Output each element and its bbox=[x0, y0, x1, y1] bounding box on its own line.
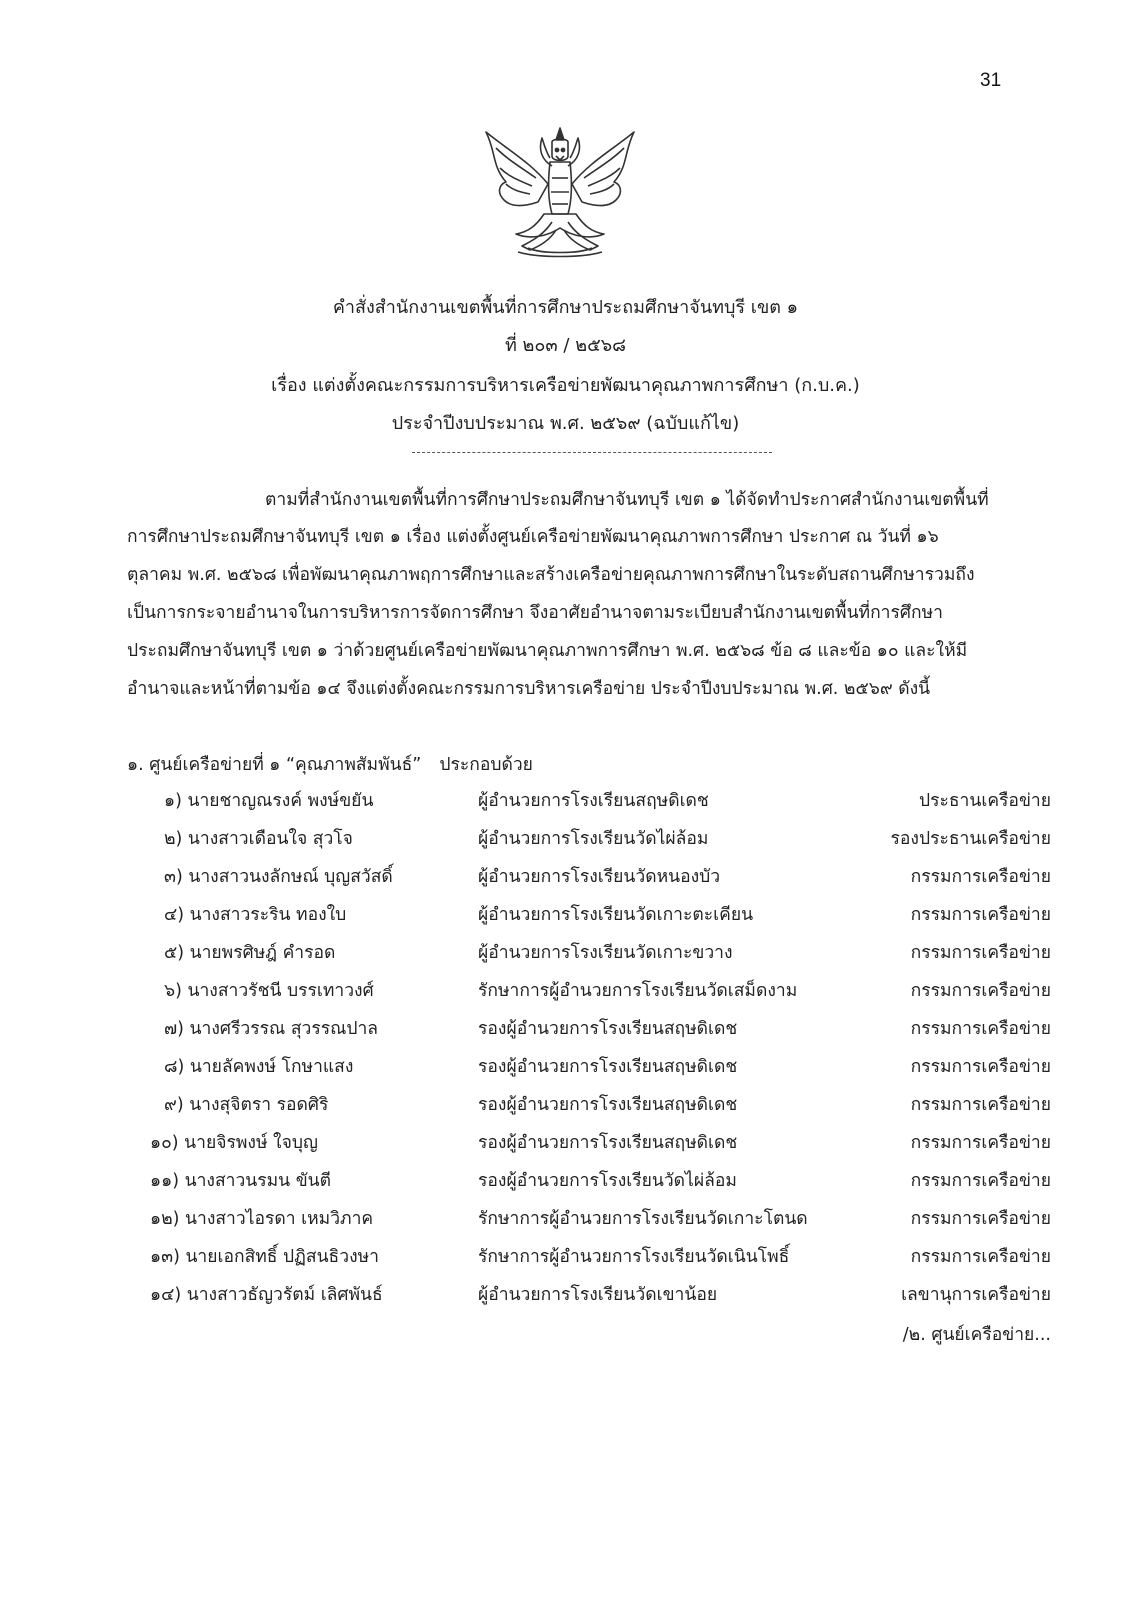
list-item bbox=[0, 900, 1131, 938]
member-role: กรรมการเครือข่าย bbox=[910, 1247, 1051, 1267]
member-role: กรรมการเครือข่าย bbox=[910, 1095, 1051, 1115]
member-role: กรรมการเครือข่าย bbox=[910, 943, 1051, 963]
member-name: ๗) นางศรีวรรณ สุวรรณปาล bbox=[164, 1019, 379, 1039]
order-title: คำสั่งสำนักงานเขตพื้นที่การศึกษาประถมศึกษาจันทบุรี เขต ๑ bbox=[332, 297, 799, 318]
member-name: ๕) นายพรศิษฎ์ คำรอด bbox=[164, 943, 336, 963]
member-role: กรรมการเครือข่าย bbox=[910, 905, 1051, 925]
list-item bbox=[0, 1128, 1131, 1166]
list-item bbox=[0, 786, 1131, 824]
member-name: ๙) นางสุจิตรา รอดศิริ bbox=[164, 1095, 329, 1115]
member-role: รองประธานเครือข่าย bbox=[890, 829, 1051, 849]
header-divider bbox=[412, 452, 772, 453]
list-item bbox=[0, 1242, 1131, 1280]
member-role: กรรมการเครือข่าย bbox=[910, 867, 1051, 887]
body-line-2: การศึกษาประถมศึกษาจันทบุรี เขต ๑ เรื่อง แต่งตั้งศูนย์เครือข่ายพัฒนาคุณภาพการศึกษา ประกาศ ณ วันที่ ๑๖ bbox=[127, 527, 939, 547]
member-name: ๑) นายชาญณรงค์ พงษ์ขยัน bbox=[164, 791, 374, 811]
member-name: ๓) นางสาวนงลักษณ์ บุญสวัสดิ์ bbox=[164, 867, 393, 887]
order-fiscal-year: ประจำปีงบประมาณ พ.ศ. ๒๕๖๙ (ฉบับแก้ไข) bbox=[391, 413, 740, 434]
member-name: ๒) นางสาวเดือนใจ สุวโจ bbox=[164, 829, 353, 849]
member-position: ผู้อำนวยการโรงเรียนวัดเกาะขวาง bbox=[478, 943, 733, 963]
member-role: กรรมการเครือข่าย bbox=[910, 1171, 1051, 1191]
member-role: กรรมการเครือข่าย bbox=[910, 1209, 1051, 1229]
member-position: ผู้อำนวยการโรงเรียนวัดหนองบัว bbox=[478, 867, 721, 887]
member-role: กรรมการเครือข่าย bbox=[910, 1019, 1051, 1039]
member-role: กรรมการเครือข่าย bbox=[910, 1133, 1051, 1153]
list-item bbox=[0, 1014, 1131, 1052]
member-name: ๔) นางสาวระริน ทองใบ bbox=[164, 905, 347, 925]
member-position: ผู้อำนวยการโรงเรียนสฤษดิเดช bbox=[478, 791, 709, 811]
page-number: 31 bbox=[980, 70, 1002, 91]
list-item bbox=[0, 862, 1131, 900]
member-position: ผู้อำนวยการโรงเรียนวัดเกาะตะเคียน bbox=[478, 905, 754, 925]
member-role: กรรมการเครือข่าย bbox=[910, 981, 1051, 1001]
list-item bbox=[0, 1204, 1131, 1242]
member-name: ๖) นางสาวรัชนี บรรเทาวงศ์ bbox=[164, 981, 374, 1001]
body-line-5: ประถมศึกษาจันทบุรี เขต ๑ ว่าด้วยศูนย์เครือข่ายพัฒนาคุณภาพการศึกษา พ.ศ. ๒๕๖๘ ข้อ ๘ และข้อ ๑๐ และให้มี bbox=[127, 641, 968, 661]
garuda-emblem-icon bbox=[478, 122, 642, 262]
list-item bbox=[0, 1280, 1131, 1318]
member-position: ผู้อำนวยการโรงเรียนวัดไผ่ล้อม bbox=[478, 829, 709, 849]
member-role: ประธานเครือข่าย bbox=[918, 791, 1051, 811]
list-item bbox=[0, 1090, 1131, 1128]
member-position: รักษาการผู้อำนวยการโรงเรียนวัดเสม็ดงาม bbox=[478, 981, 798, 1001]
member-role: กรรมการเครือข่าย bbox=[910, 1057, 1051, 1077]
list-item bbox=[0, 976, 1131, 1014]
member-name: ๑๒) นางสาวไอรดา เหมวิภาค bbox=[150, 1209, 374, 1229]
member-name: ๑๑) นางสาวนรมน ขันตี bbox=[150, 1171, 331, 1191]
list-item bbox=[0, 1166, 1131, 1204]
member-name: ๑๓) นายเอกสิทธิ์ ปฏิสนธิวงษา bbox=[150, 1247, 379, 1267]
member-role: เลขานุการเครือข่าย bbox=[901, 1285, 1051, 1305]
body-line-6: อำนาจและหน้าที่ตามข้อ ๑๔ จึงแต่งตั้งคณะกรรมการบริหารเครือข่าย ประจำปีงบประมาณ พ.ศ. ๒๕๖๙ ดังนี้ bbox=[127, 679, 931, 699]
member-position: รองผู้อำนวยการโรงเรียนสฤษดิเดช bbox=[478, 1057, 738, 1077]
order-number: ที่ ๒๐๓ / ๒๕๖๘ bbox=[504, 335, 627, 356]
member-name: ๘) นายลัคพงษ์ โกษาแสง bbox=[164, 1057, 354, 1077]
list-item bbox=[0, 1052, 1131, 1090]
member-position: รักษาการผู้อำนวยการโรงเรียนวัดเนินโพธิ์ bbox=[478, 1247, 790, 1267]
member-position: รองผู้อำนวยการโรงเรียนสฤษดิเดช bbox=[478, 1095, 738, 1115]
body-line-1: ตามที่สำนักงานเขตพื้นที่การศึกษาประถมศึกษาจันทบุรี เขต ๑ ได้จัดทำประกาศสำนักงานเขตพื้นที่ bbox=[265, 490, 989, 510]
section-heading bbox=[127, 750, 533, 778]
member-position: ผู้อำนวยการโรงเรียนวัดเขาน้อย bbox=[478, 1285, 718, 1305]
list-item bbox=[0, 938, 1131, 976]
member-list bbox=[0, 786, 1131, 1318]
body-line-4: เป็นการกระจายอำนาจในการบริหารการจัดการศึกษา จึงอาศัยอำนาจตามระเบียบสำนักงานเขตพื้นที่การศึกษา bbox=[127, 603, 943, 623]
member-position: รองผู้อำนวยการโรงเรียนสฤษดิเดช bbox=[478, 1133, 738, 1153]
continuation-note: /๒. ศูนย์เครือข่าย... bbox=[902, 1325, 1051, 1345]
section-title: ๑. ศูนย์เครือข่ายที่ ๑ “คุณภาพสัมพันธ์” bbox=[127, 755, 422, 775]
body-line-3: ตุลาคม พ.ศ. ๒๕๖๘ เพื่อพัฒนาคุณภาพฤการศึกษาและสร้างเครือข่ายคุณภาพการศึกษาในระดับสถานศึกษารวมถึง bbox=[127, 565, 975, 585]
member-name: ๑๔) นางสาวธัญวรัตม์ เลิศพันธ์ bbox=[150, 1285, 383, 1305]
order-subject: เรื่อง แต่งตั้งคณะกรรมการบริหารเครือข่ายพัฒนาคุณภาพการศึกษา (ก.บ.ค.) bbox=[271, 375, 860, 396]
member-position: รักษาการผู้อำนวยการโรงเรียนวัดเกาะโตนด bbox=[478, 1209, 808, 1229]
member-name: ๑๐) นายจิรพงษ์ ใจบุญ bbox=[150, 1133, 318, 1153]
member-position: รองผู้อำนวยการโรงเรียนวัดไผ่ล้อม bbox=[478, 1171, 737, 1191]
section-suffix: ประกอบด้วย bbox=[439, 755, 533, 775]
list-item bbox=[0, 824, 1131, 862]
member-position: รองผู้อำนวยการโรงเรียนสฤษดิเดช bbox=[478, 1019, 738, 1039]
